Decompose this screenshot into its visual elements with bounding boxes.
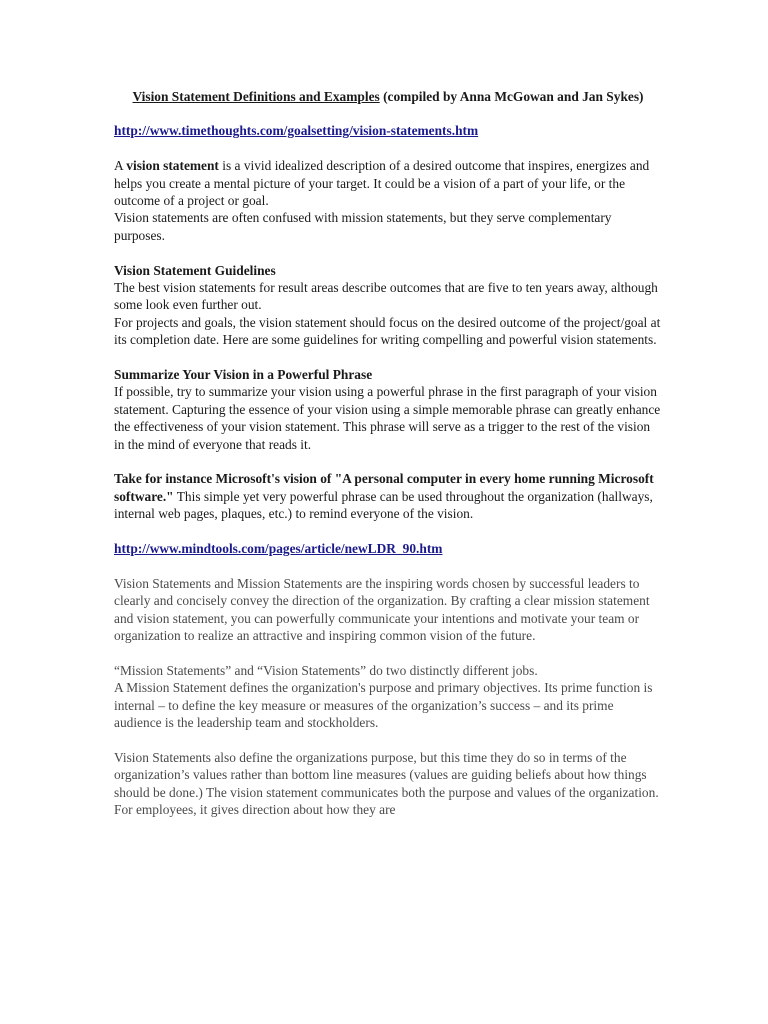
intro-section: [114, 157, 662, 244]
microsoft-quote: Take for instance Microsoft's vision of "A personal computer in every home running Microsoft software.": [114, 471, 654, 504]
microsoft-paragraph: [114, 470, 662, 522]
microsoft-section: [114, 470, 662, 522]
summarize-paragraph: If possible, try to summarize your vision using a powerful phrase in the first paragraph of your vision statement. Capturing the essence of your vision using a simple memorable phrase can greatly enhance the effectiveness of your vision statement. This phrase will serve as a trigger to the rest of the vision in the mind of everyone that reads it.: [114, 384, 661, 452]
document-body: [114, 88, 662, 836]
intro-text: is a vivid idealized description of a desired outcome that inspires, energizes and helps you create a mental picture of your target. It could be a vision of a part of your life, or the outcome of a project or goal.: [114, 158, 650, 209]
mindtools-section-2: [114, 662, 662, 732]
intro-paragraph: [114, 157, 662, 209]
guidelines-paragraph-2: For projects and goals, the vision statement should focus on the desired outcome of the project/goal at its completion date. Here are some guidelines for writing compelling and powerful vision statements.: [114, 314, 661, 348]
intro-lead: A: [114, 158, 127, 174]
microsoft-text: This simple yet very powerful phrase can be used throughout the organization (hallways, internal web pages, plaques, etc.) to remind everyone of the vision.: [114, 488, 653, 522]
title-main: Vision Statement Definitions and Examples: [132, 89, 380, 104]
mindtools-section-3: [114, 749, 662, 819]
guidelines-heading: Vision Statement Guidelines: [114, 262, 276, 278]
timethoughts-link[interactable]: http://www.timethoughts.com/goalsetting/vision-statements.htm: [114, 123, 479, 139]
guidelines-paragraph-1: The best vision statements for result areas describe outcomes that are five to ten years away, although some look even further out.: [114, 280, 658, 313]
mindtools-paragraph-2a: “Mission Statements” and “Vision Statements” do two distinctly different jobs.: [114, 662, 538, 678]
summarize-section: [114, 366, 662, 453]
mindtools-paragraph-3: Vision Statements also define the organizations purpose, but this time they do so in terms of the organization’s values rather than bottom line measures (values are guiding beliefs about how things should be done.) The vision statement communicates both the purpose and values of the organization. For employees, it gives direction about how they are: [114, 749, 659, 818]
guidelines-section: [114, 262, 662, 349]
link-block-2: [114, 540, 662, 557]
intro-paragraph-2: Vision statements are often confused with mission statements, but they serve complementary purposes.: [114, 210, 612, 243]
link-block-1: [114, 122, 662, 139]
vision-statement-term: vision statement: [126, 158, 219, 174]
document-title: [114, 88, 662, 105]
mindtools-section-1: [114, 575, 662, 645]
title-attribution: (compiled by Anna McGowan and Jan Sykes): [379, 89, 644, 104]
mindtools-paragraph-2b: A Mission Statement defines the organization's purpose and primary objectives. Its prime function is internal – to define the key measure or measures of the organization’s success – and its prime audience is the leadership team and stockholders.: [114, 680, 653, 731]
mindtools-paragraph-1: Vision Statements and Mission Statements are the inspiring words chosen by successful leaders to clearly and concisely convey the direction of the organization. By crafting a clear mission statement and vision statement, you can powerfully communicate your intentions and motivate your team or organization to realize an attractive and inspiring common vision of the future.: [114, 575, 650, 644]
summarize-heading: Summarize Your Vision in a Powerful Phrase: [114, 367, 373, 383]
mindtools-link[interactable]: http://www.mindtools.com/pages/article/newLDR_90.htm: [114, 541, 443, 557]
